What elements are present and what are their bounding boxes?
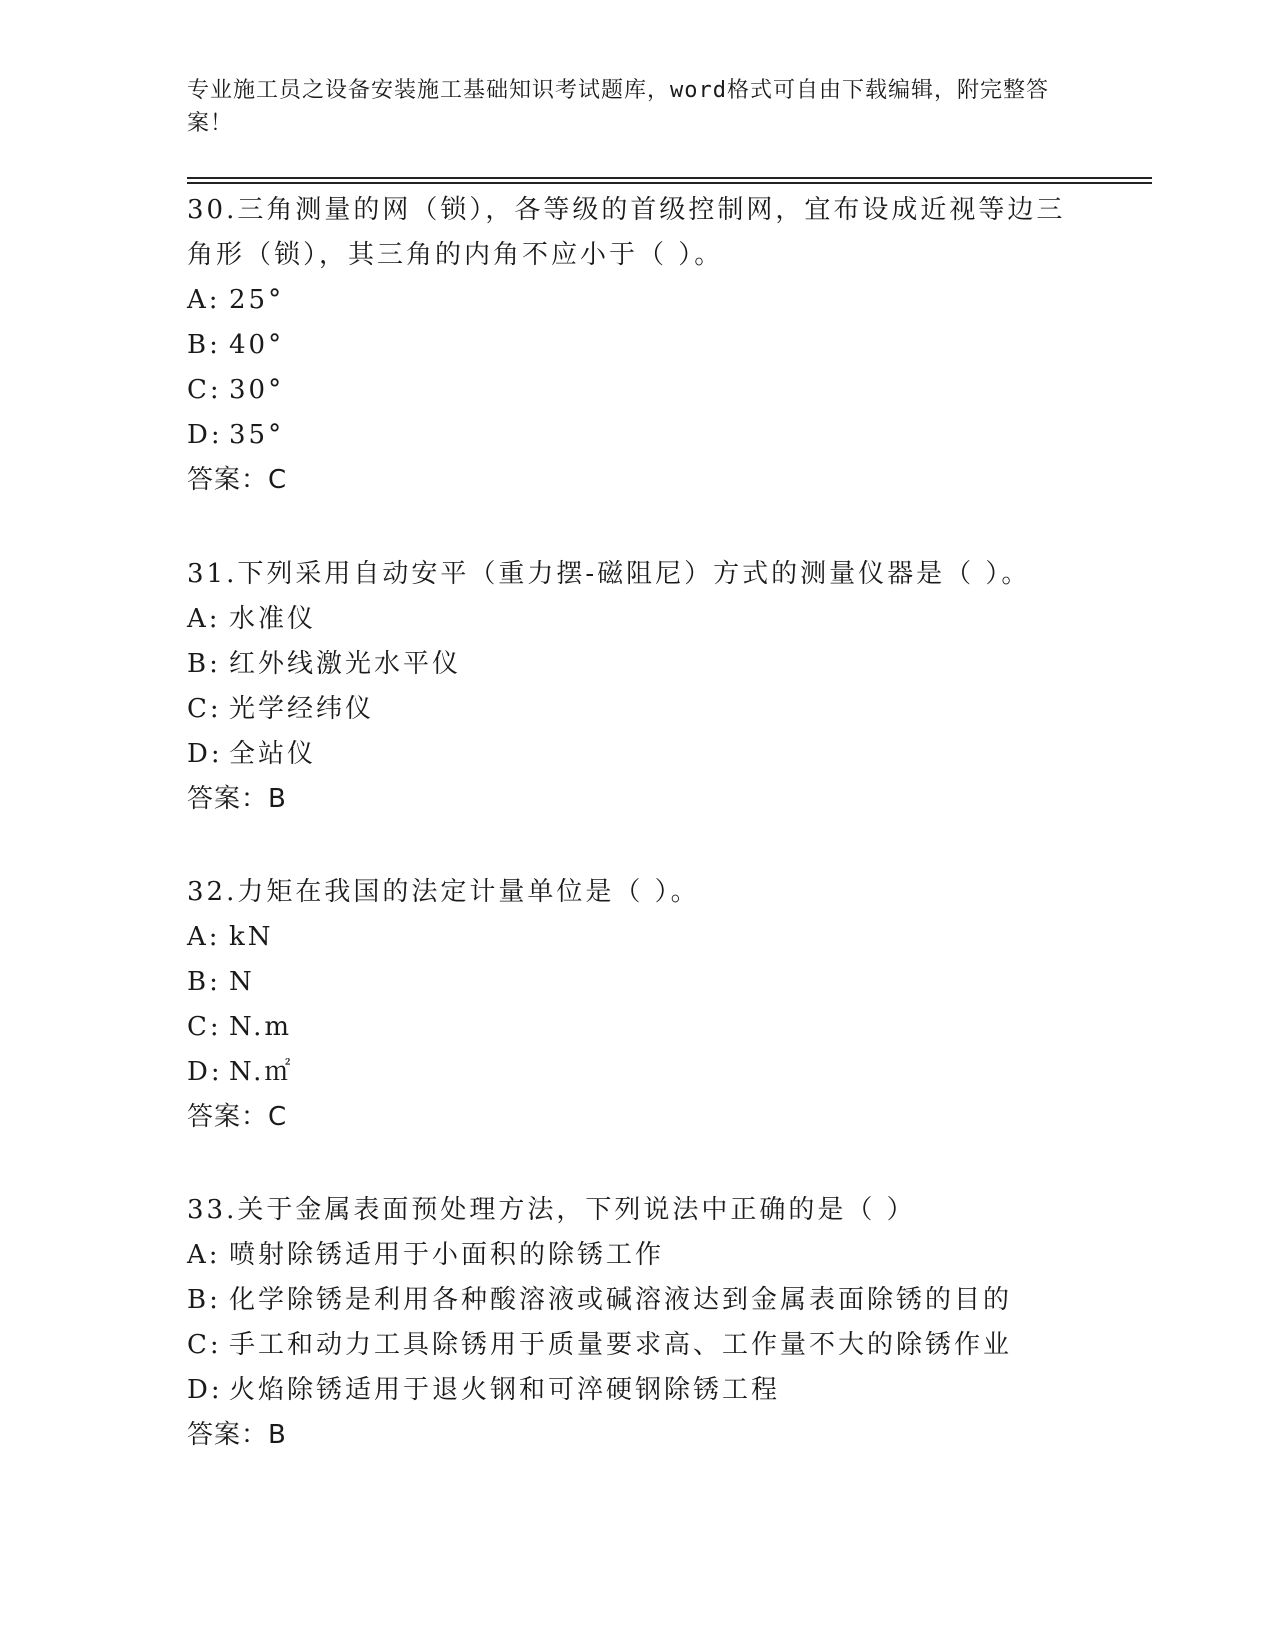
option-key: C: — [187, 375, 222, 405]
option-text: 30° — [229, 375, 285, 405]
option-text: 水准仪 — [229, 604, 317, 634]
option-key: C: — [187, 1330, 222, 1360]
option-key: D: — [187, 1375, 223, 1405]
option-text: 喷射除锈适用于小面积的除锈工作 — [229, 1240, 665, 1270]
question-30 — [187, 188, 1087, 503]
option-key: B: — [187, 967, 221, 997]
option-c — [187, 687, 1087, 732]
document-header: 专业施工员之设备安装施工基础知识考试题库，word格式可自由下载编辑，附完整答案！ — [187, 78, 1049, 136]
option-key: A: — [187, 1240, 221, 1270]
option-key: D: — [187, 420, 223, 450]
question-31 — [187, 552, 1087, 822]
answer-line: 答案：C — [187, 1102, 288, 1132]
question-33 — [187, 1188, 1087, 1458]
option-d — [187, 413, 1087, 458]
option-key: C: — [187, 694, 222, 724]
option-a — [187, 597, 1087, 642]
option-d — [187, 1050, 1087, 1095]
answer-line: 答案：B — [187, 1420, 287, 1450]
option-text: 全站仪 — [229, 739, 317, 769]
option-d — [187, 732, 1087, 777]
option-c — [187, 1005, 1087, 1050]
option-key: B: — [187, 330, 221, 360]
option-text: 25° — [229, 285, 285, 315]
answer-line: 答案：B — [187, 784, 287, 814]
option-key: B: — [187, 1285, 221, 1315]
option-key: B: — [187, 649, 221, 679]
answer-line: 答案：C — [187, 465, 288, 495]
option-text: 火焰除锈适用于退火钢和可淬硬钢除锈工程 — [229, 1375, 781, 1405]
option-text: N.m — [229, 1012, 293, 1042]
option-key: A: — [187, 285, 221, 315]
option-text: 光学经纬仪 — [229, 694, 375, 724]
option-b — [187, 960, 1087, 1005]
option-text: N.㎡ — [229, 1057, 294, 1087]
option-key: A: — [187, 604, 221, 634]
option-c — [187, 1323, 1087, 1368]
option-key: C: — [187, 1012, 222, 1042]
option-text: N — [229, 967, 255, 997]
option-b — [187, 642, 1087, 687]
option-b — [187, 1278, 1087, 1323]
question-32 — [187, 870, 1087, 1140]
question-stem: 32.力矩在我国的法定计量单位是（ ）。 — [187, 877, 700, 907]
option-c — [187, 368, 1087, 413]
option-key: A: — [187, 922, 221, 952]
option-key: D: — [187, 739, 223, 769]
option-a — [187, 915, 1087, 960]
option-text: 化学除锈是利用各种酸溶液或碱溶液达到金属表面除锈的目的 — [229, 1285, 1013, 1315]
header-rule-top — [187, 177, 1152, 179]
option-key: D: — [187, 1057, 223, 1087]
option-text: kN — [229, 922, 274, 952]
question-stem: 31.下列采用自动安平（重力摆-磁阻尼）方式的测量仪器是（ ）。 — [187, 559, 1031, 589]
header-rule-bottom — [187, 182, 1152, 184]
option-d — [187, 1368, 1087, 1413]
option-text: 40° — [229, 330, 285, 360]
option-a — [187, 1233, 1087, 1278]
option-a — [187, 278, 1087, 323]
question-stem: 33.关于金属表面预处理方法，下列说法中正确的是（ ） — [187, 1195, 916, 1225]
option-b — [187, 323, 1087, 368]
option-text: 红外线激光水平仪 — [229, 649, 462, 679]
question-stem: 30.三角测量的网（锁），各等级的首级控制网，宜布设成近视等边三角形（锁），其三角的内角不应小于（ ）。 — [187, 195, 1066, 270]
option-text: 手工和动力工具除锈用于质量要求高、工作量不大的除锈作业 — [229, 1330, 1013, 1360]
option-text: 35° — [229, 420, 285, 450]
